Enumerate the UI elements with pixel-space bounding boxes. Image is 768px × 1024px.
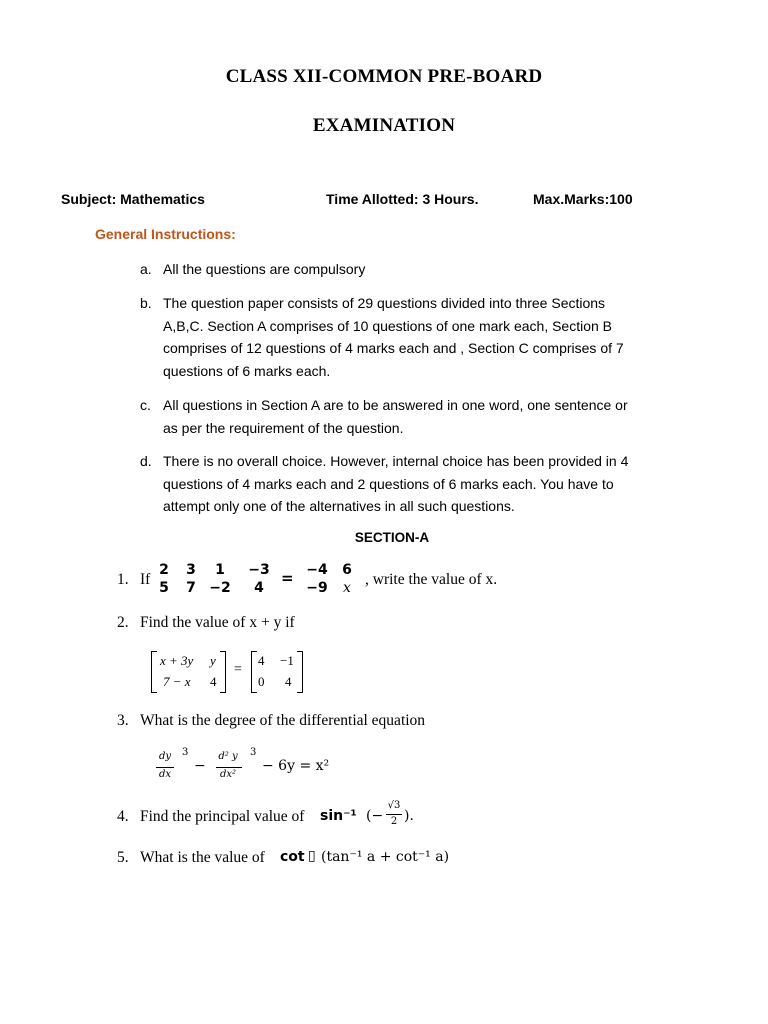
- question-number: 2.: [117, 614, 129, 631]
- max-marks: Max.Marks:100: [533, 191, 633, 207]
- matrix-cell: −1: [280, 653, 294, 668]
- equals-sign: =: [281, 569, 294, 587]
- question-5: [0, 848, 768, 878]
- instruction-letter: d.: [140, 453, 152, 469]
- question-text: Find the value of x + y if: [140, 614, 295, 631]
- matrix-cell: 4: [258, 653, 265, 668]
- instruction-line: attempt only one of the alternatives in all such questions.: [163, 498, 515, 514]
- instruction-line: as per the requirement of the question.: [163, 419, 404, 436]
- missing-glyph-icon: ▯: [308, 848, 316, 864]
- matrix-cell: 2: [159, 562, 169, 578]
- matrix-cell: 4: [254, 580, 264, 596]
- question-text: What is the degree of the differential equation: [140, 712, 426, 729]
- section-a-heading: SECTION-A: [354, 530, 430, 545]
- close-paren: ).: [404, 808, 414, 824]
- matrix-cell: 4: [210, 674, 217, 689]
- instruction-line: questions of 4 marks each and 2 questions of 6 marks each. You have to: [163, 475, 614, 492]
- general-instructions-heading: General Instructions:: [95, 226, 236, 242]
- left-bracket: [251, 651, 257, 693]
- matrix-cell: −9: [306, 580, 328, 596]
- matrix-cell: x + 3y: [160, 653, 194, 668]
- right-bracket: [220, 651, 226, 693]
- matrix-cell: −4: [306, 562, 328, 578]
- fraction-numerator: √3: [387, 800, 401, 811]
- open-paren: (−: [366, 808, 384, 824]
- matrix-cell: y: [210, 653, 216, 668]
- instruction-d: [140, 450, 700, 518]
- instruction-a: [140, 258, 700, 281]
- inverse-sine: sin⁻¹: [320, 808, 357, 824]
- matrix-cell: 7: [186, 580, 196, 596]
- equals-sign: =: [234, 662, 242, 677]
- question-prefix: Find the principal value of: [140, 808, 305, 825]
- instruction-line: comprises of 12 questions of 4 marks each and , Section C comprises of 7: [163, 340, 624, 356]
- fraction-bar: [216, 767, 242, 768]
- question-2: [0, 612, 768, 702]
- instruction-line: A,B,C. Section A comprises of 10 questions of one mark each, Section B: [163, 317, 613, 334]
- question-4: [0, 800, 768, 840]
- question-prefix: What is the value of: [140, 849, 265, 866]
- fraction-bar: [386, 814, 402, 815]
- exponent: 3: [250, 747, 257, 758]
- instruction-c: [140, 394, 700, 439]
- fraction-denominator: dx: [158, 769, 172, 780]
- equation-rest: − 6y = x²: [262, 758, 330, 774]
- matrix-cell: −2: [209, 580, 231, 596]
- cot-function: cot: [280, 849, 305, 865]
- question-number: 3.: [117, 712, 129, 729]
- instruction-letter: c.: [140, 397, 151, 413]
- left-bracket: [151, 651, 157, 693]
- title-line-2: EXAMINATION: [312, 115, 456, 136]
- question-number: 1.: [117, 571, 129, 588]
- question-suffix: , write the value of x.: [365, 571, 498, 588]
- matrix-cell: −3: [248, 562, 270, 578]
- minus-sign: −: [194, 758, 206, 774]
- exponent: 3: [182, 747, 189, 758]
- question-1: [0, 560, 768, 600]
- instruction-line: All questions in Section A are to be answered in one word, one sentence or: [163, 397, 628, 413]
- fraction-denominator: dx²: [219, 769, 237, 780]
- instruction-b: [140, 292, 700, 382]
- fraction-numerator: dy: [158, 751, 172, 762]
- instruction-line: All the questions are compulsory: [163, 261, 366, 277]
- question-prefix: If: [140, 571, 151, 588]
- fraction-bar: [156, 767, 174, 768]
- question-3: [0, 710, 768, 790]
- matrix-cell: 4: [285, 674, 292, 689]
- matrix-cell: 7 − x: [163, 674, 191, 689]
- time-allotted: Time Allotted: 3 Hours.: [326, 191, 479, 207]
- subject-label: Subject: Mathematics: [61, 191, 205, 207]
- fraction-denominator: 2: [390, 816, 398, 827]
- matrix-cell: 1: [215, 562, 225, 578]
- matrix-cell: 0: [258, 674, 265, 689]
- instruction-letter: a.: [140, 261, 152, 277]
- instruction-letter: b.: [140, 295, 152, 311]
- matrix-cell: x: [343, 580, 351, 596]
- question-number: 5.: [117, 849, 129, 866]
- expression: (tan⁻¹ a + cot⁻¹ a): [321, 849, 450, 865]
- instruction-line: The question paper consists of 29 questions divided into three Sections: [163, 295, 606, 311]
- matrix-cell: 3: [186, 562, 196, 578]
- matrix-cell: 5: [159, 580, 169, 596]
- fraction-numerator: d² y: [218, 751, 238, 762]
- instruction-line: questions of 6 marks each.: [163, 362, 331, 379]
- title-line-1: CLASS XII-COMMON PRE-BOARD: [225, 66, 543, 87]
- right-bracket: [297, 651, 303, 693]
- instruction-line: There is no overall choice. However, internal choice has been provided in 4: [163, 453, 629, 469]
- question-number: 4.: [117, 808, 129, 825]
- matrix-cell: 6: [342, 562, 352, 578]
